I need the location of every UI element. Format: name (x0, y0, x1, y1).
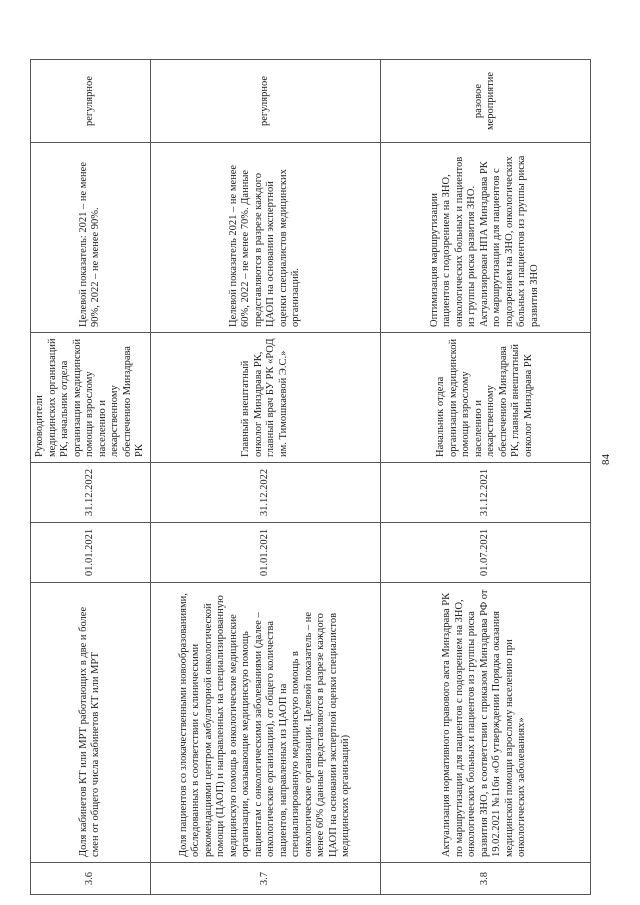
row-end-date: 31.12.2022 (31, 463, 151, 523)
row-result: Целевой показатель 2021 – не менее 60%, 2022 – не менее 70%. Данные представляются в разрезе каждого ЦАОП на основании экспертной оценки специалистов медицинских организаций. (150, 143, 380, 333)
row-start-date: 01.07.2021 (380, 523, 590, 583)
plan-table (30, 59, 591, 895)
row-start-date: 01.01.2021 (31, 523, 151, 583)
row-result: Целевой показатель: 2021 – не менее 90%, 2022 – не менее 90%. (31, 143, 151, 333)
row-number: 3.7 (150, 863, 380, 895)
row-responsible: Руководители медицинских организаций РК, начальник отдела организации медицинской помощи взрослому населению и лекарственному обеспечению Минздрава РК (31, 333, 151, 463)
row-responsible: Начальник отдела организации медицинской помощи взрослому населению и лекарственному обеспечению Минздрава РК, главный внештатный онколог Минздрава РК (380, 333, 590, 463)
row-start-date: 01.01.2021 (150, 523, 380, 583)
page-number: 84 (600, 454, 612, 465)
row-end-date: 31.12.2021 (380, 463, 590, 523)
table-row (380, 60, 590, 895)
row-end-date: 31.12.2022 (150, 463, 380, 523)
row-number: 3.6 (31, 863, 151, 895)
row-frequency: регулярное (150, 60, 380, 143)
row-description: Доля кабинетов КТ или МРТ работающих в две и более смен от общего числа кабинетов КТ или МРТ (31, 583, 151, 863)
row-number: 3.8 (380, 863, 590, 895)
row-description: Доля пациентов со злокачественными новообразованиями, обследованных в соответствии с клиническими рекомендациями центром амбулаторной онкологической помощи (ЦАОП) и направленных на специализированную медицинскую помощь в онкологические медицинские организации, оказывающие медицинскую помощь пациентам с онкологическими заболеваниями (далее – онкологические организации), от общего количества пациентов, направленных из ЦАОП на специализированную медицинскую помощь в онкологические организации. Целевой показатель – не менее 60% (данные представляются в разрезе каждого ЦАОП на основании экспертной оценки специалистов медицинских организаций) (150, 583, 380, 863)
row-description: Актуализация нормативного правового акта Минздрава РК по маршрутизации для пациентов с подозрением на ЗНО, онкологических больных и пациентов из группы риска развития ЗНО, в соответствии с приказом Минздрава РФ от 19.02.2021 №116н «Об утверждении Порядка оказания медицинской помощи взрослому населению при онкологических заболеваниях» (380, 583, 590, 863)
row-responsible: Главный внештатный онколог Минздрава РК, главный врач БУ РК «РОД им. Тимошкаевой Э.С.» (150, 333, 380, 463)
row-result: Оптимизация маршрутизации пациентов с подозрением на ЗНО, онкологических больных и пациентов из группы риска развития ЗНО. Актуализирован НПА Минздрава РК по маршрутизации для пациентов с подозрением на ЗНО, онкологических больных и пациентов из группы риска развития ЗНО (380, 143, 590, 333)
row-frequency: разовое мероприятие (380, 60, 590, 143)
row-frequency: регулярное (31, 60, 151, 143)
table-row (150, 60, 380, 895)
table-row (31, 60, 151, 895)
